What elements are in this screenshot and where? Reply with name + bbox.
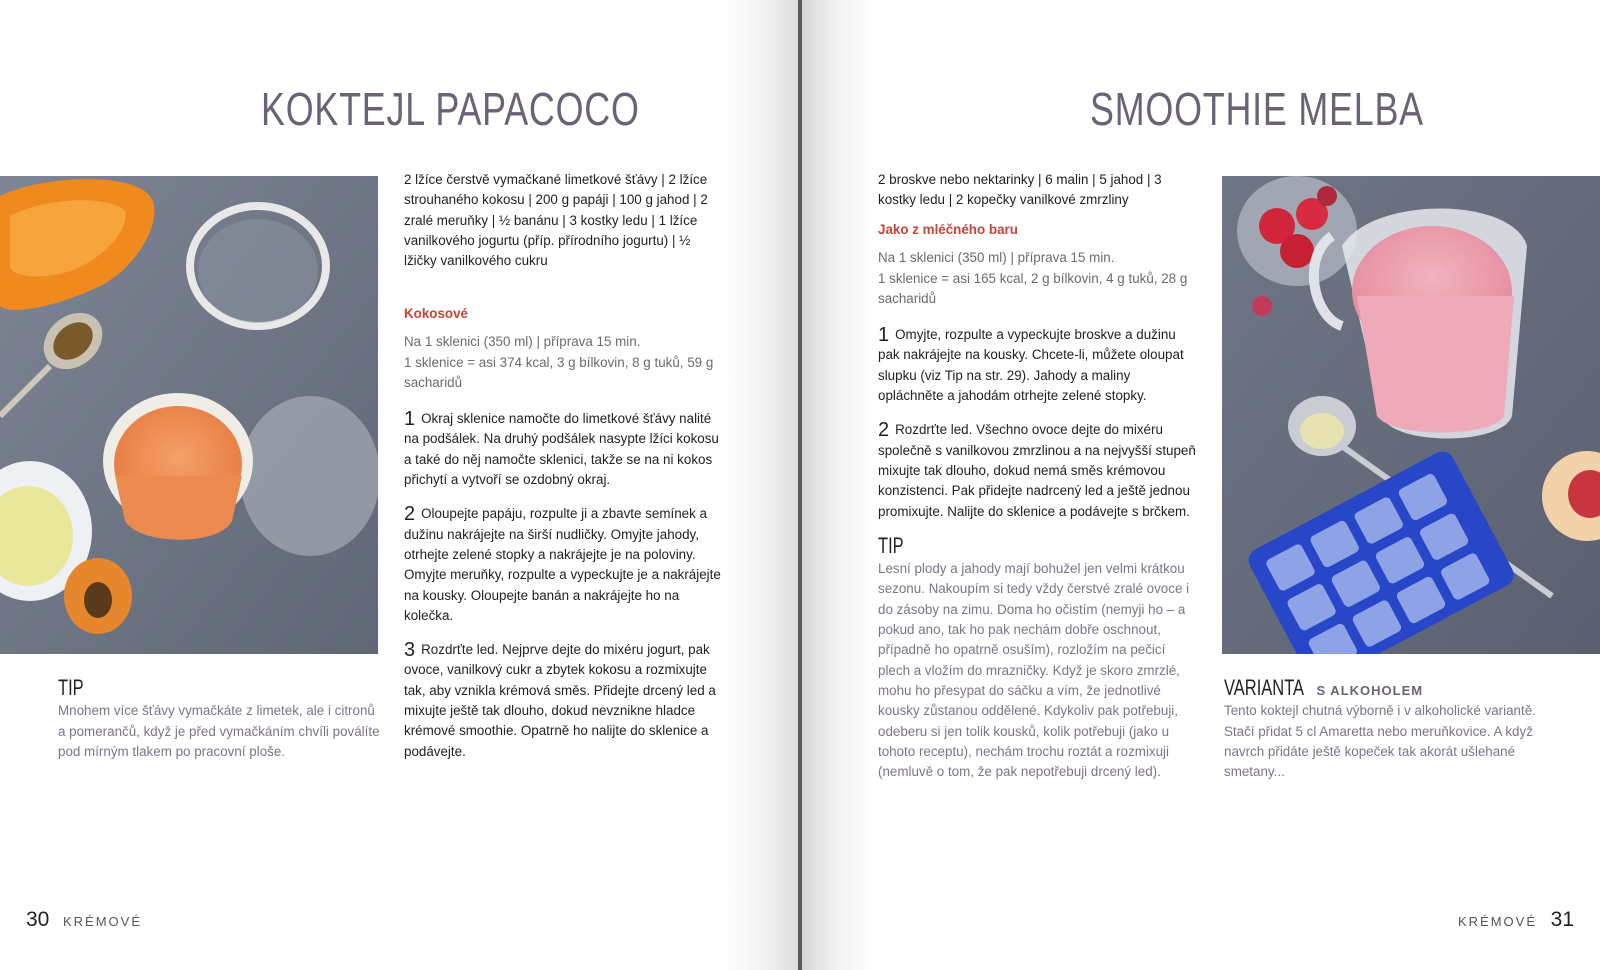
step-number: 2 — [878, 419, 890, 442]
tip-heading: TIP — [878, 532, 904, 558]
tip-heading: TIP — [58, 675, 84, 700]
step-text: Okraj sklenice namočte do limetkové šťávy nalité na podšálek. Na druhý podšálek nasypte lžíci kokosu a také do něj namočte sklenici, takže se na ni kokos přichytí a vytvoří se ozdobný okraj. — [404, 411, 719, 488]
step-1 — [404, 409, 722, 490]
nutrition-info: 1 sklenice = asi 165 kcal, 2 g bílkovin, 4 g tuků, 28 g sacharidů — [878, 270, 1188, 306]
step-text: Rozdrťte led. Nejprve dejte do mixéru jogurt, pak ovoce, vanilkový cukr a zbytek kokosu a rozmixujte tak, aby vznikla krémová směs. Přidejte drcený led a mixujte ještě tak dlouho, dokud nevznikne hladce krémové smoothie. Opatrně ho nalijte do sklenice a podávejte. — [404, 642, 716, 759]
tip-text: Mnohem více šťávy vymačkáte z limetek, ale i citronů a pomerančů, když je před vymačkáním chvíli poválíte pod mírným tlakem po pracovní ploše. — [58, 703, 380, 759]
step-number: 3 — [404, 639, 416, 662]
servings-time: Na 1 sklenici (350 ml) | příprava 15 min. — [878, 250, 1115, 266]
step-2 — [404, 504, 722, 626]
step-text: Rozdrťte led. Všechno ovoce dejte do mixéru společně s vanilkovou zmrzlinou a na nejvyšší stupeň mixujte tak dlouho, dokud nemá směs krémovou konzistenci. Pak přidejte nadrcený led a ještě jednou promixujte. Nalijte do sklenice a podávejte s brčkem. — [878, 422, 1196, 519]
step-number: 1 — [878, 324, 890, 347]
tip-box — [58, 675, 380, 762]
step-number: 2 — [404, 503, 416, 526]
papacoco-photo — [0, 176, 378, 654]
recipe-info — [878, 220, 1198, 782]
tip-box — [878, 532, 1198, 783]
page-number: 30 — [26, 908, 50, 931]
right-page — [802, 0, 1600, 970]
recipe-title: KOKTEJL PAPACOCO — [261, 83, 640, 135]
section-label: KRÉMOVÉ — [62, 914, 142, 929]
step-text: Oloupejte papáju, rozpulte ji a zbavte semínek a dužinu nakrájejte na širší nudličky. Omyjte jahody, otrhejte zelené stopky a nakrájejte je na poloviny. Omyjte meruňky, rozpulte a vypeckujte je a nakrájejte na kousky. Oloupejte banán a nakrájejte ho na kolečka. — [404, 506, 721, 623]
ingredients-list: 2 lžíce čerstvě vymačkané limetkové šťávy | 2 lžíce strouhaného kokosu | 200 g papáji | 100 g jahod | 2 zralé meruňky | ½ banánu | 3 kostky ledu | 1 lžíce vanilkového jogurtu (příp. přírodního jogurtu) | ½ lžičky vanilkového cukru — [404, 172, 708, 269]
variant-box — [1224, 675, 1544, 782]
tip-text: Lesní plody a jahody mají bohužel jen velmi krátkou sezonu. Nakoupím si tedy vždy čerstvé zralé ovoce i do zásoby na zimu. Doma ho očistím (nemyji ho – a pokud ano, tak ho pak nechám dobře oschnout, případně ho opatrně osuším), rozložím na pečicí plech a vložím do mrazničky. Když je skoro zmrzlé, mohu ho přesypat do sáčku a vím, že jednotlivé kousky zůstanou oddělené. Kdykoliv pak potřebuji, odeberu si jen tolik kousků, kolik potřebuji (jako u tohoto receptu), nechám trochu roztát a rozmixuji (nemluvě o tom, že pak nepotřebuji drcený led). — [878, 561, 1190, 780]
page-footer — [1458, 908, 1574, 932]
step-1 — [878, 325, 1198, 406]
variant-subheading: S ALKOHOLEM — [1316, 683, 1424, 698]
nutrition-info: 1 sklenice = asi 374 kcal, 3 g bílkovin, 8 g tuků, 59 g sacharidů — [404, 354, 714, 390]
variant-text: Tento koktejl chutná výborně i v alkoholické variantě. Stačí přidat 5 cl Amaretta nebo meruňkovice. A když navrch přidáte ještě kopeček tak akorát ušlehané smetany... — [1224, 703, 1536, 780]
ingredients-list: 2 broskve nebo nektarinky | 6 malin | 5 jahod | 3 kostky ledu | 2 kopečky vanilkové zmrzliny — [878, 172, 1162, 208]
step-number: 1 — [404, 408, 416, 431]
section-label: KRÉMOVÉ — [1458, 914, 1538, 929]
servings-time: Na 1 sklenici (350 ml) | příprava 15 min. — [404, 334, 641, 350]
step-3 — [404, 640, 722, 762]
recipe-title: SMOOTHIE MELBA — [1090, 83, 1424, 135]
step-text: Omyjte, rozpulte a vypeckujte broskve a dužinu pak nakrájejte na kousky. Chcete-li, můžete oloupat slupku (viz Tip na str. 29). Jahody a maliny opláchněte a jahodám otrhejte zelené stopky. — [878, 327, 1184, 404]
step-2 — [878, 420, 1198, 521]
recipe-subtitle: Jako z mléčného baru — [878, 222, 1018, 237]
recipe-info — [404, 304, 722, 762]
page-footer — [26, 908, 142, 932]
melba-photo — [1222, 176, 1600, 654]
variant-heading: VARIANTA — [1224, 675, 1305, 700]
page-number: 31 — [1550, 908, 1574, 931]
left-page — [0, 0, 798, 970]
recipe-subtitle: Kokosové — [404, 306, 468, 321]
